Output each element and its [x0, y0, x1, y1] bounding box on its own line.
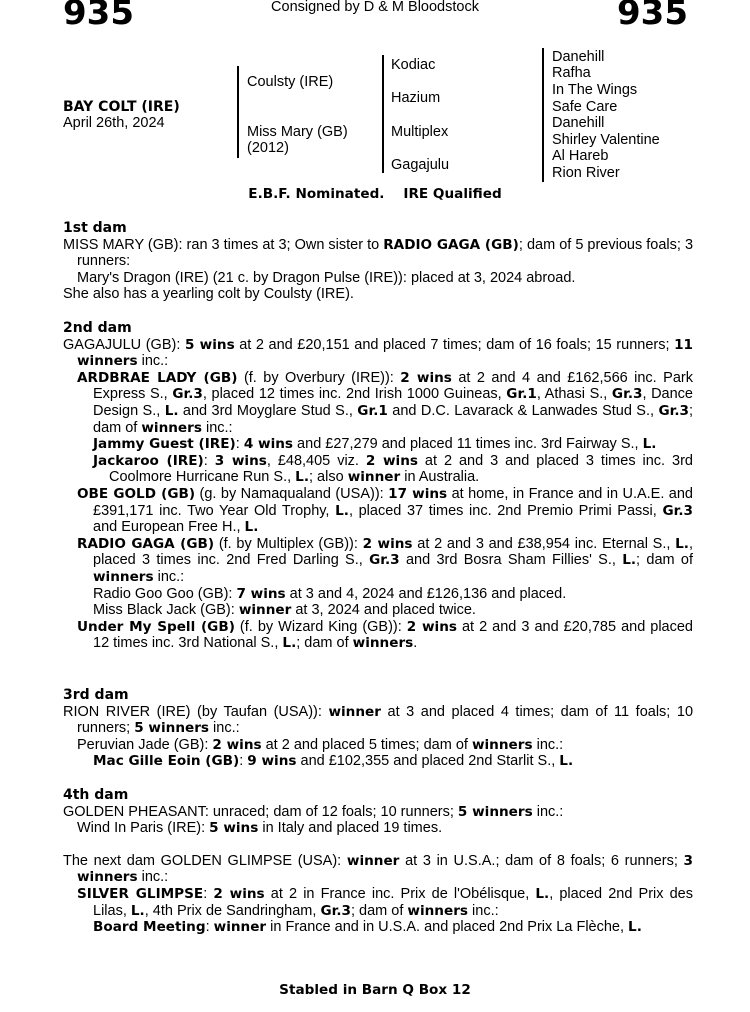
pedigree-dam-year: (2012): [247, 140, 289, 156]
pedigree-gen3: Shirley Valentine: [552, 132, 660, 148]
pedigree-line-3: [542, 48, 544, 182]
produce-entry: Jackaroo (IRE): 3 wins, £48,405 viz. 2 wins at 2 and 3 and placed 3 times inc. 3rd Coolmore Hurricane Run S., L.; also winner in Australia.: [93, 452, 693, 486]
pedigree-line-1: [237, 66, 239, 158]
section-heading: 1st dam: [63, 220, 127, 236]
section-2nd-dam: [63, 320, 693, 652]
dam-entry: MISS MARY (GB): ran 3 times at 3; Own sister to RADIO GAGA (GB); dam of 5 previous foals; 3 runners:: [63, 236, 694, 270]
pedigree-gen3: Al Hareb: [552, 148, 609, 164]
note-entry: She also has a yearling colt by Coulsty (IRE).: [63, 286, 354, 303]
runner-entry: ARDBRAE LADY (GB) (f. by Overbury (IRE)): 2 wins at 2 and 4 and £162,566 inc. Park Express S., Gr.3, placed 12 times inc. 2nd Irish 1000 Guineas, Gr.1, Athasi S., Gr.3, Dance Design S., L. and 3rd Moyglare Stud S., Gr.1 and D.C. Lavarack & Lanwades Stud S., Gr.3; dam of winners inc.:: [77, 369, 694, 436]
produce-entry: Mac Gille Eoin (GB): 9 wins and £102,355 and placed 2nd Starlit S., L.: [93, 753, 574, 770]
produce-entry: Miss Black Jack (GB): winner at 3, 2024 and placed twice.: [93, 602, 476, 619]
dam-entry: RION RIVER (IRE) (by Taufan (USA)): winner at 3 and placed 4 times; dam of 11 foals; 10 runners; 5 winners inc.:: [63, 703, 694, 737]
pedigree-gen2: Kodiac: [391, 57, 436, 73]
pedigree-gen2: Hazium: [391, 90, 441, 106]
produce-entry: Board Meeting: winner in France and in U.S.A. and placed 2nd Prix La Flèche, L.: [93, 919, 642, 936]
dam-entry: GOLDEN PHEASANT: unraced; dam of 12 foals; 10 runners; 5 winners inc.:: [63, 803, 564, 820]
section-3rd-dam: [63, 687, 693, 770]
horse-title: BAY COLT (IRE): [63, 99, 180, 115]
runner-entry: RADIO GAGA (GB) (f. by Multiplex (GB)): 2 wins at 2 and 3 and £38,954 inc. Eternal S., L., placed 3 times inc. 2nd Fred Darling S., Gr.3 and 3rd Bosra Sham Fillies' S., L.; dam of winners inc.:: [77, 535, 693, 585]
section-heading: 4th dam: [63, 787, 129, 803]
pedigree-sire: Coulsty (IRE): [247, 74, 334, 90]
pedigree-gen3: Rafha: [552, 65, 591, 81]
dam-entry: GAGAJULU (GB): 5 wins at 2 and £20,151 and placed 7 times; dam of 16 foals; 15 runners; 11 winners inc.:: [63, 336, 693, 370]
section-1st-dam: [63, 220, 693, 303]
qualification-line: E.B.F. Nominated. IRE Qualified: [248, 186, 502, 202]
consignor: Consigned by D & M Bloodstock: [271, 0, 479, 15]
pedigree-gen3: Rion River: [552, 165, 620, 181]
next-dam-entry: The next dam GOLDEN GLIMPSE (USA): winner at 3 in U.S.A.; dam of 8 foals; 6 runners; 3 winners inc.:: [63, 852, 693, 886]
pedigree-gen3: Danehill: [552, 115, 605, 131]
section-4th-dam: [63, 787, 693, 936]
runner-entry: Under My Spell (GB) (f. by Wizard King (GB)): 2 wins at 2 and 3 and £20,785 and placed 12 times inc. 3rd National S., L.; dam of winners.: [77, 618, 693, 652]
produce-entry: Jammy Guest (IRE): 4 wins and £27,279 and placed 11 times inc. 3rd Fairway S., L.: [93, 436, 657, 453]
pedigree-line-2: [382, 55, 384, 173]
pedigree-gen2: Gagajulu: [391, 157, 450, 173]
pedigree-gen2: Multiplex: [391, 124, 449, 140]
runner-entry: SILVER GLIMPSE: 2 wins at 2 in France inc. Prix de l'Obélisque, L., placed 2nd Prix des Lilas, L., 4th Prix de Sandringham, Gr.3; dam of winners inc.:: [77, 885, 693, 919]
lot-number-right: 935: [617, 0, 688, 33]
pedigree-gen3: In The Wings: [552, 82, 638, 98]
section-heading: 3rd dam: [63, 687, 129, 703]
pedigree-gen3: Danehill: [552, 49, 605, 65]
pedigree-gen3: Safe Care: [552, 99, 618, 115]
stabling-footer: Stabled in Barn Q Box 12: [279, 982, 471, 998]
horse-dob: April 26th, 2024: [63, 115, 165, 131]
produce-entry: Radio Goo Goo (GB): 7 wins at 3 and 4, 2024 and £126,136 and placed.: [93, 585, 567, 602]
runner-entry: OBE GOLD (GB) (g. by Namaqualand (USA)): 17 wins at home, in France and in U.A.E. and £391,171 inc. Two Year Old Trophy, L., placed 37 times inc. 2nd Premio Primi Passi, Gr.3 and European Free H., L.: [77, 485, 693, 536]
runner-entry: Peruvian Jade (GB): 2 wins at 2 and placed 5 times; dam of winners inc.:: [77, 736, 564, 753]
lot-number-left: 935: [63, 0, 134, 33]
runner-entry: Wind In Paris (IRE): 5 wins in Italy and placed 19 times.: [77, 820, 443, 837]
runner-entry: Mary's Dragon (IRE) (21 c. by Dragon Pulse (IRE)): placed at 3, 2024 abroad.: [77, 269, 576, 286]
section-heading: 2nd dam: [63, 320, 132, 336]
pedigree-dam: Miss Mary (GB): [247, 124, 348, 140]
